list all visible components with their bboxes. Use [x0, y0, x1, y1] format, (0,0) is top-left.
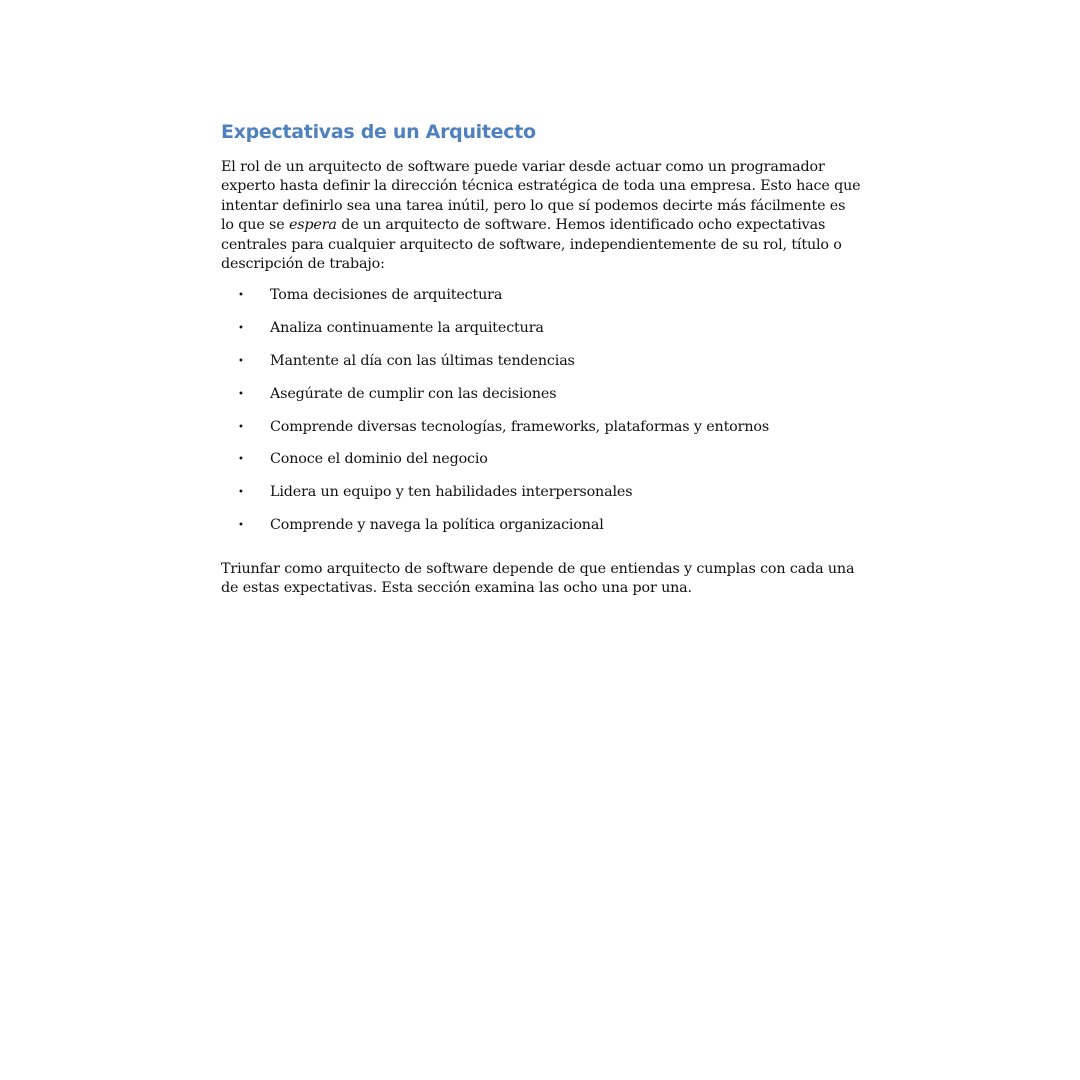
bullet-icon: •: [238, 323, 244, 335]
bullet-icon: •: [238, 290, 244, 302]
bullet-icon: •: [238, 388, 244, 400]
list-item: [221, 352, 861, 385]
bullet-icon: •: [238, 487, 244, 499]
list-item: [221, 516, 861, 549]
list-item-text: Comprende y navega la política organizacional: [270, 517, 604, 534]
list-item-text: Mantente al día con las últimas tendencias: [270, 353, 575, 370]
list-item: [221, 483, 861, 516]
list-item-text: Analiza continuamente la arquitectura: [270, 320, 544, 337]
section-heading: Expectativas de un Arquitecto: [221, 121, 536, 143]
intro-emphasis: espera: [288, 217, 337, 234]
list-item-text: Lidera un equipo y ten habilidades interpersonales: [270, 484, 633, 501]
list-item-text: Comprende diversas tecnologías, frameworks, plataformas y entornos: [270, 418, 770, 435]
bullet-icon: •: [238, 454, 244, 466]
list-item: [221, 319, 861, 352]
conclusion-paragraph: Triunfar como arquitecto de software depende de que entiendas y cumplas con cada una de estas expectativas. Esta sección examina las ocho una por una.: [221, 560, 855, 597]
expectations-list: [221, 286, 861, 548]
list-item: [221, 385, 861, 418]
intro-text-start: El rol de un arquitecto de software puede variar desde actuar como un programador experto hasta definir la dirección técnica estratégica de toda una empresa. Esto hace que intentar definirlo sea una tarea inútil, pero lo que sí podemos decirte más fácilmente es lo que se: [221, 159, 861, 234]
list-item: [221, 418, 861, 451]
intro-paragraph: [221, 158, 861, 274]
bullet-icon: •: [238, 520, 244, 532]
intro-text-end: de un arquitecto de software. Hemos identificado ocho expectativas centrales para cualquier arquitecto de software, independientemente de su rol, título o descripción de trabajo:: [221, 217, 842, 273]
list-item-text: Toma decisiones de arquitectura: [270, 287, 503, 304]
list-item: [221, 286, 861, 319]
bullet-icon: •: [238, 356, 244, 368]
list-item-text: Conoce el dominio del negocio: [270, 451, 488, 468]
list-item: [221, 450, 861, 483]
list-item-text: Asegúrate de cumplir con las decisiones: [270, 385, 557, 402]
document-content: [221, 120, 861, 599]
bullet-icon: •: [238, 421, 244, 433]
